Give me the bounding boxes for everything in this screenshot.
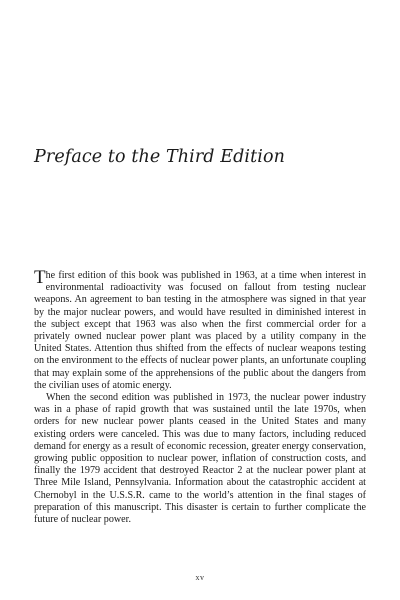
page-number: xv bbox=[195, 573, 205, 582]
preface-title: Preface to the Third Edition bbox=[34, 147, 285, 167]
paragraph-2: When the second edition was published in 1973, the nuclear power industry was in a phase of rapid growth that was sustained until the late 1970s, when orders for new nuclear power plants ceased in the United States and many existing orders were canceled. This was due to many factors, including reduced demand for energy as a result of economic recession, greater energy conservation, growing public opposition to nuclear power, inflation of construction costs, and finally the 1979 accident that destroyed Reactor 2 at the nuclear power plant at Three Mile Island, Pennsylvania. Information about the catastrophic accident at Chernobyl in the U.S.S.R. came to the world’s attention in the final stages of preparation of this manuscript. This disaster is certain to further complicate the future of nuclear power. bbox=[34, 392, 366, 526]
paragraph-1-text: he first edition of this book was published in 1963, at a time when interest in environmental radioactivity was focused on fallout from testing nuclear weapons. An agreement to ban testing in the atmosphere was signed in that year by the major nuclear powers, and would have resulted in diminished interest in the subject except that 1963 was also when the first commercial order for a privately owned nuclear power plant was placed by a utility company in the United States. Attention thus shifted from the effects of nuclear weapons testing on the environment to the effects of nuclear power plants, an unfortunate coupling that may explain some of the apprehensions of the public about the dangers from the civilian uses of atomic energy. bbox=[34, 270, 366, 391]
preface-body bbox=[34, 267, 366, 526]
drop-cap: T bbox=[34, 267, 46, 288]
paragraph-1 bbox=[34, 267, 366, 392]
